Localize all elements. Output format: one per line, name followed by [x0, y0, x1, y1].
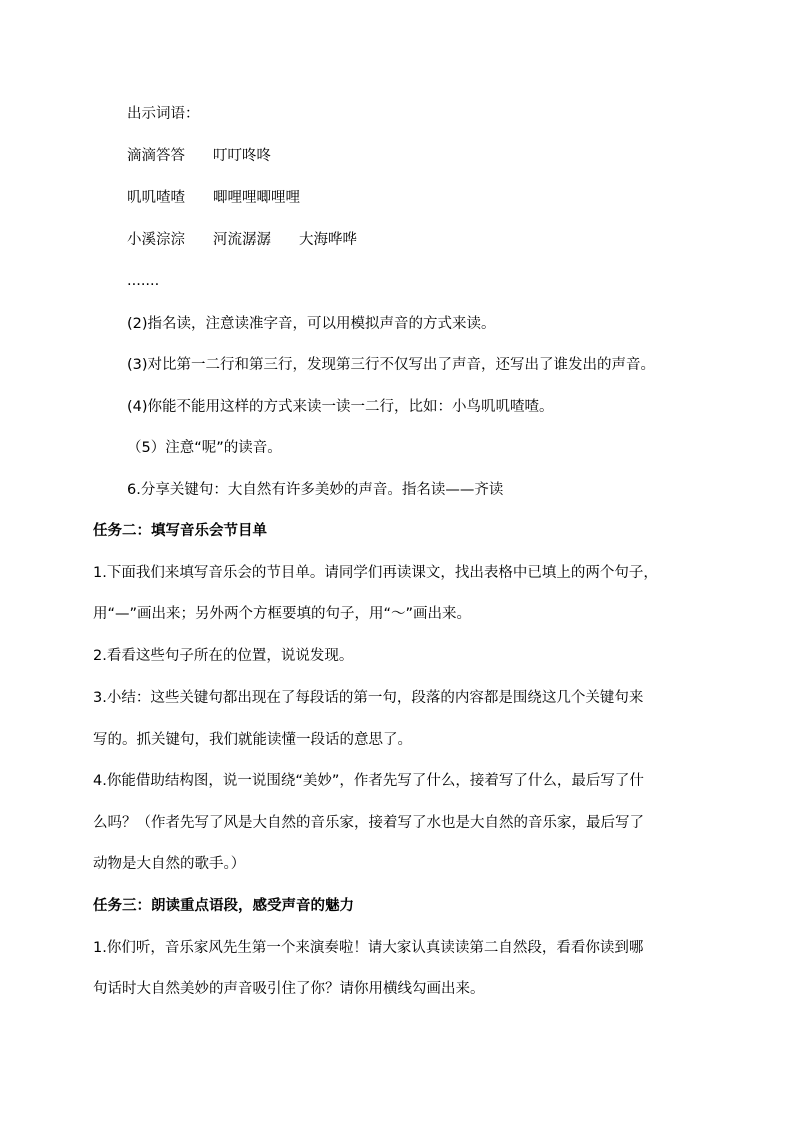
step-4: (4)你能不能用这样的方式来读一读一二行，比如：小鸟叽叽喳喳。	[127, 399, 554, 415]
word-intro: 出示词语：	[127, 106, 200, 122]
task2-paragraph-4-line-1: 4.你能借助结构图，说一说围绕“美妙”，作者先写了什么，接着写了什么，最后写了什	[93, 773, 644, 789]
step-6: 6.分享关键句：大自然有许多美妙的声音。指名读——齐读	[127, 482, 504, 498]
word: 小溪淙淙	[127, 232, 185, 248]
step-3: (3)对比第一二行和第三行，发现第三行不仅写出了声音，还写出了谁发出的声音。	[127, 357, 656, 373]
word: 河流潺潺	[213, 232, 271, 248]
task2-paragraph-4-line-3: 动物是大自然的歌手。）	[93, 856, 246, 872]
task3-paragraph-1-line-2: 句话时大自然美妙的声音吸引住了你？请你用横线勾画出来。	[93, 981, 485, 997]
task2-paragraph-3-line-1: 3.小结：这些关键句都出现在了每段话的第一句，段落的内容都是围绕这几个关键句来	[93, 690, 644, 706]
task2-heading: 任务二：填写音乐会节目单	[93, 523, 267, 539]
word: 大海哗哗	[299, 232, 357, 248]
word-row-2	[127, 188, 300, 208]
word: 叽叽喳喳	[127, 190, 185, 206]
task2-paragraph-4-line-2: 么吗？（作者先写了风是大自然的音乐家，接着写了水也是大自然的音乐家，最后写了	[93, 815, 644, 831]
word: 唧哩哩唧哩哩	[213, 190, 300, 206]
task2-paragraph-1-line-2: 用“—”画出来；另外两个方框要填的句子，用“～”画出来。	[93, 606, 472, 622]
task2-paragraph-2: 2.看看这些句子所在的位置，说说发现。	[93, 648, 354, 664]
word: 滴滴答答	[127, 148, 185, 164]
ellipsis: .......	[127, 273, 160, 289]
task2-paragraph-3-line-2: 写的。抓关键句，我们就能读懂一段话的意思了。	[93, 732, 412, 748]
task3-paragraph-1-line-1: 1.你们听，音乐家风先生第一个来演奏啦！请大家认真读读第二自然段，看看你读到哪	[93, 940, 644, 956]
step-5: （5）注意“呢”的读音。	[127, 440, 282, 456]
step-2: (2)指名读，注意读准字音，可以用模拟声音的方式来读。	[127, 316, 496, 332]
word: 叮叮咚咚	[213, 148, 271, 164]
word-row-1	[127, 146, 271, 166]
task2-paragraph-1-line-1: 1.下面我们来填写音乐会的节目单。请同学们再读课文，找出表格中已填上的两个句子，	[93, 565, 658, 581]
task3-heading: 任务三：朗读重点语段，感受声音的魅力	[93, 898, 354, 914]
word-row-3	[127, 230, 357, 250]
